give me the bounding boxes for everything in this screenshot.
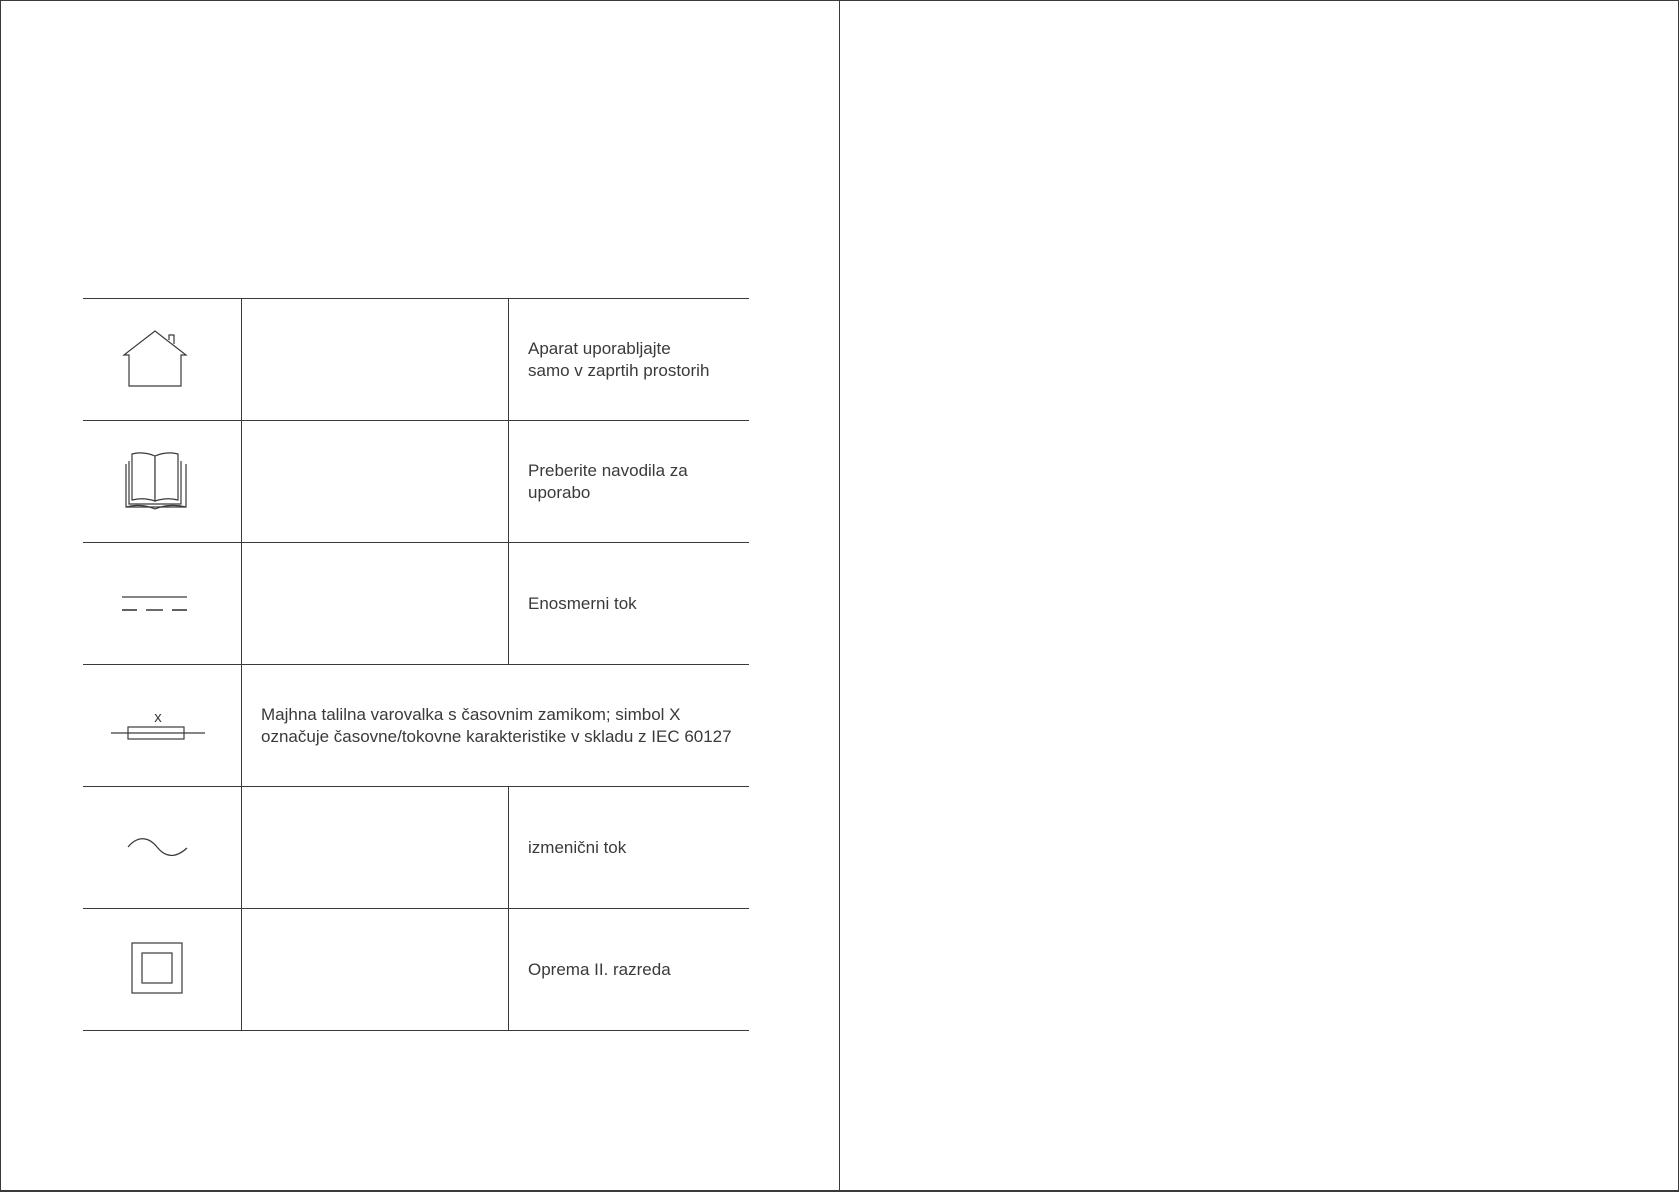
fuse-label: x xyxy=(154,709,162,726)
icon-cell xyxy=(83,909,242,1030)
symbol-description: izmenični tok xyxy=(528,837,627,857)
fuse-icon xyxy=(83,665,241,786)
blank-cell xyxy=(242,421,509,542)
class-ii-equipment-icon xyxy=(83,909,241,1030)
blank-cell xyxy=(242,909,509,1030)
table-row xyxy=(83,909,749,1031)
table-row xyxy=(83,665,749,787)
description-cell-wide xyxy=(261,665,761,786)
description-cell xyxy=(528,909,749,1030)
direct-current-icon xyxy=(83,543,241,664)
icon-cell xyxy=(83,665,242,786)
blank-cell xyxy=(242,299,509,420)
table-row xyxy=(83,787,749,909)
page-divider xyxy=(839,0,840,1190)
symbol-table xyxy=(83,298,749,1031)
alternating-current-icon xyxy=(83,787,241,908)
table-row xyxy=(83,421,749,543)
icon-cell xyxy=(83,787,242,908)
symbol-description: Majhna talilna varovalka s časovnim zamikom; simbol X označuje časovne/tokovne karakteristike v skladu z IEC 60127 xyxy=(261,704,732,746)
icon-cell xyxy=(83,299,242,420)
description-cell xyxy=(528,421,749,542)
icon-cell xyxy=(83,421,242,542)
description-cell xyxy=(528,543,749,664)
blank-cell xyxy=(242,787,509,908)
table-row xyxy=(83,543,749,665)
symbol-description: Preberite navodila za uporabo xyxy=(528,460,688,502)
house-icon xyxy=(83,299,241,420)
open-book-icon xyxy=(83,421,241,542)
description-cell xyxy=(528,299,749,420)
blank-cell xyxy=(242,543,509,664)
symbol-description: Aparat uporabljajte samo v zaprtih prostorih xyxy=(528,338,710,380)
icon-cell xyxy=(83,543,242,664)
symbol-description: Enosmerni tok xyxy=(528,593,637,613)
description-cell xyxy=(528,787,749,908)
table-row xyxy=(83,299,749,421)
symbol-description: Oprema II. razreda xyxy=(528,959,671,979)
